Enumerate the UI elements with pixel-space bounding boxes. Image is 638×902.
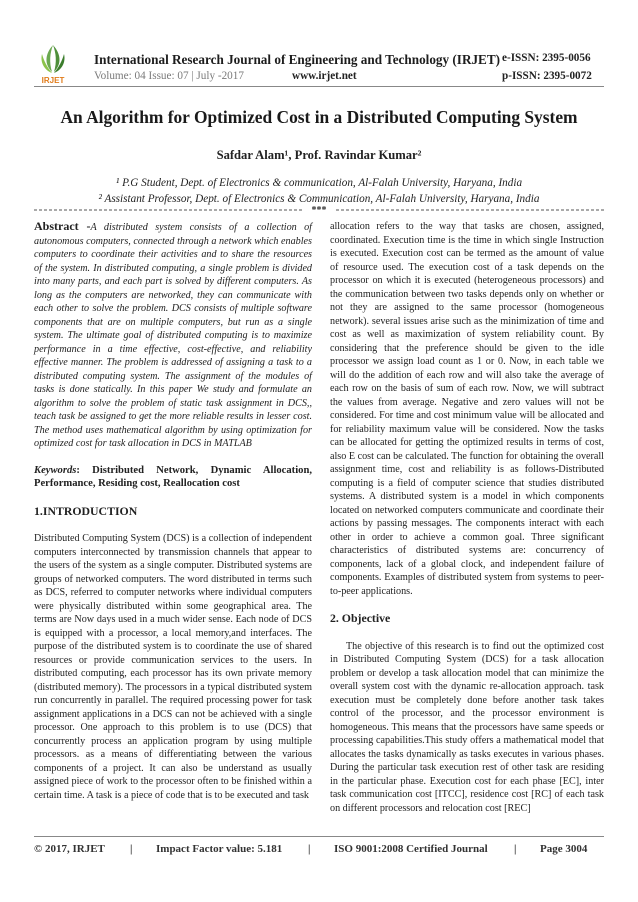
intro-paragraph: Distributed Computing System (DCS) is a collection of independent computers interconnected by transmission channels that appear to the users of the system as a single computer. Distributed systems are groups of networked computers. The word distributed in terms such as DCS, referred to computer networks where individual computers were physically distributed within some geographical area. The terms are Now days used in a much wider sense. Each node of DCS is equipped with a processor, a local memory,and interfaces. The purpose of the distributed system is to coordinate the use of shared resources or provide communication services to the users. In distributed computing, each processor has its own private memory (distributed memory). The processors in a typical distributed system run concurrently in parallel. The required processing power for task assignment applications in a DCS can not be achieved with a single processor. One approach to this problem is to use (DCS) that concurrently process an application program by using multiple processors. as a means of differentiating between the various components of a project. It can also be understand as usually assigned piece of work to the processor often to be finished within a certain time. A task is a piece of code that is to be executed and task <box>34 533 312 801</box>
footer-copyright: © 2017, IRJET <box>34 843 105 855</box>
keywords <box>34 464 312 491</box>
footer-divider-1: | <box>130 843 133 855</box>
paper-title: An Algorithm for Optimized Cost in a Distributed Computing System <box>60 107 578 127</box>
intro-heading: 1.INTRODUCTION <box>34 503 138 518</box>
objective-paragraph: The objective of this research is to find out the optimized cost in Distributed Computing System (DCS) for a task allocation problem or develop a task allocation model that can minimize the overall system cost with the dynamic re-allocation approach. task execution must be completely done before another task takes control of the processor, and the processor environment is homogeneous. This means that the processors have same speeds or processing capabilities.This study offers a mathematical model that allocates the tasks dynamically as tasks executes in various phases. During the particular task execution rest of other task are residing in the particular phase. Execution cost for each phase [EC], inter task communication cost [ITCC], residence cost [RC] of each task on different processors and relocation cost [REC] <box>330 640 604 814</box>
keywords-text: : Distributed Network, Dynamic Allocation, Performance, Residing cost, Reallocation cost <box>34 464 312 489</box>
e-issn: e-ISSN: 2395-0056 <box>502 52 591 64</box>
footer-rule <box>34 836 604 837</box>
footer-iso: ISO 9001:2008 Certified Journal <box>334 843 488 855</box>
affiliation-1: ¹ P.G Student, Dept. of Electronics & communication, Al-Falah University, Haryana, India <box>115 177 523 189</box>
page-header <box>0 0 638 92</box>
header-rule <box>34 86 604 87</box>
objective-heading: 2. Objective <box>330 611 391 625</box>
paper-authors: Safdar Alam¹, Prof. Ravindar Kumar² <box>216 148 422 162</box>
svg-text:IRJET: IRJET <box>41 76 65 85</box>
right-column <box>330 220 604 815</box>
affiliation-2: ² Assistant Professor, Dept. of Electronics & Communication, Al-Falah University, Haryana, India <box>98 193 540 205</box>
footer-impact-factor: Impact Factor value: 5.181 <box>156 843 283 855</box>
footer-page-number: Page 3004 <box>540 843 588 855</box>
section-separator <box>34 204 604 214</box>
volume-issue: Volume: 04 Issue: 07 | July -2017 <box>94 70 244 82</box>
footer-divider-2: | <box>308 843 311 855</box>
p-issn: p-ISSN: 2395-0072 <box>502 70 592 82</box>
abstract <box>34 220 312 451</box>
left-column <box>34 220 312 802</box>
keywords-label: Keywords <box>34 464 77 476</box>
abstract-label: Abstract - <box>34 219 91 233</box>
journal-name: International Research Journal of Engineering and Technology (IRJET) <box>94 52 501 67</box>
footer-divider-3: | <box>514 843 517 855</box>
task-allocation-paragraph: allocation refers to the way that tasks are chosen, assigned, coordinated. Execution time is the time in which single Instruction is executed. Execution cost can be termed as the amount of value of resource used. The execution cost of a task depends on the processor on which it is executed (heterogeneous processors) and the communication between two tasks depends only on whether or not they are assigned to the same processor (homogeneous network). several issues arise such as the minimization of time and cost as well as maximization of system reliability count. By considering that the preference should be given to the idle processor we assign load count as 1 or 0. Now, in each table we will do the addition of each row and will also take the average of each row on the basis of sum of each row. Now, we will subtract the values from average. Negative and zero values will not be considered. For time and cost minimum value will be allocated and for reliability maximum value will be considered. Now the tasks can be allocated for getting the optimized results in terms of cost, also E cost can be calculated. The function for obtaining the overall assignment time, cost and reliability is as follows-Distributed computing is a field of computer science that studies distributed systems. A distributed system is a model in which components located on networked computers communicate and coordinate their actions by passing messages. The components interact with each other in order to achieve a common goal. Three significant characteristics of distributed systems are: concurrency of components, lack of a global clock, and independent failure of components. Examples of distributed system from systems to peer-to-peer applications. <box>330 221 604 597</box>
abstract-text: A distributed system consists of a collection of autonomous computers, connected through a network which enables computers to coordinate their activities and to share the resources of the system. In distributed computing, a single problem is divided into many parts, and each part is solved by different computers. As long as the computers are networked, they can communicate with each other to solve the problem. DCS consists of multiple software components that are on multiple computers, but run as a single system. The ultimate goal of distributed computing is to maximize performance in a time effective, cost-effective, and reliability effective manner. The problem is addressed of assigning a task to a distributed computing system. The assignment of the modules of tasks is done statically. In this paper We study and formulate an algorithm to solve the problem of static task assignment in DCS,, teach task be assigned to get the more reliable results in lesser cost. The method uses mathematical algorithm by using optimization for optimized cost for task allocation in DCS in MATLAB <box>34 222 312 449</box>
journal-website[interactable]: www.irjet.net <box>292 70 357 82</box>
irjet-logo <box>36 42 70 86</box>
svg-text:***: *** <box>311 205 327 214</box>
